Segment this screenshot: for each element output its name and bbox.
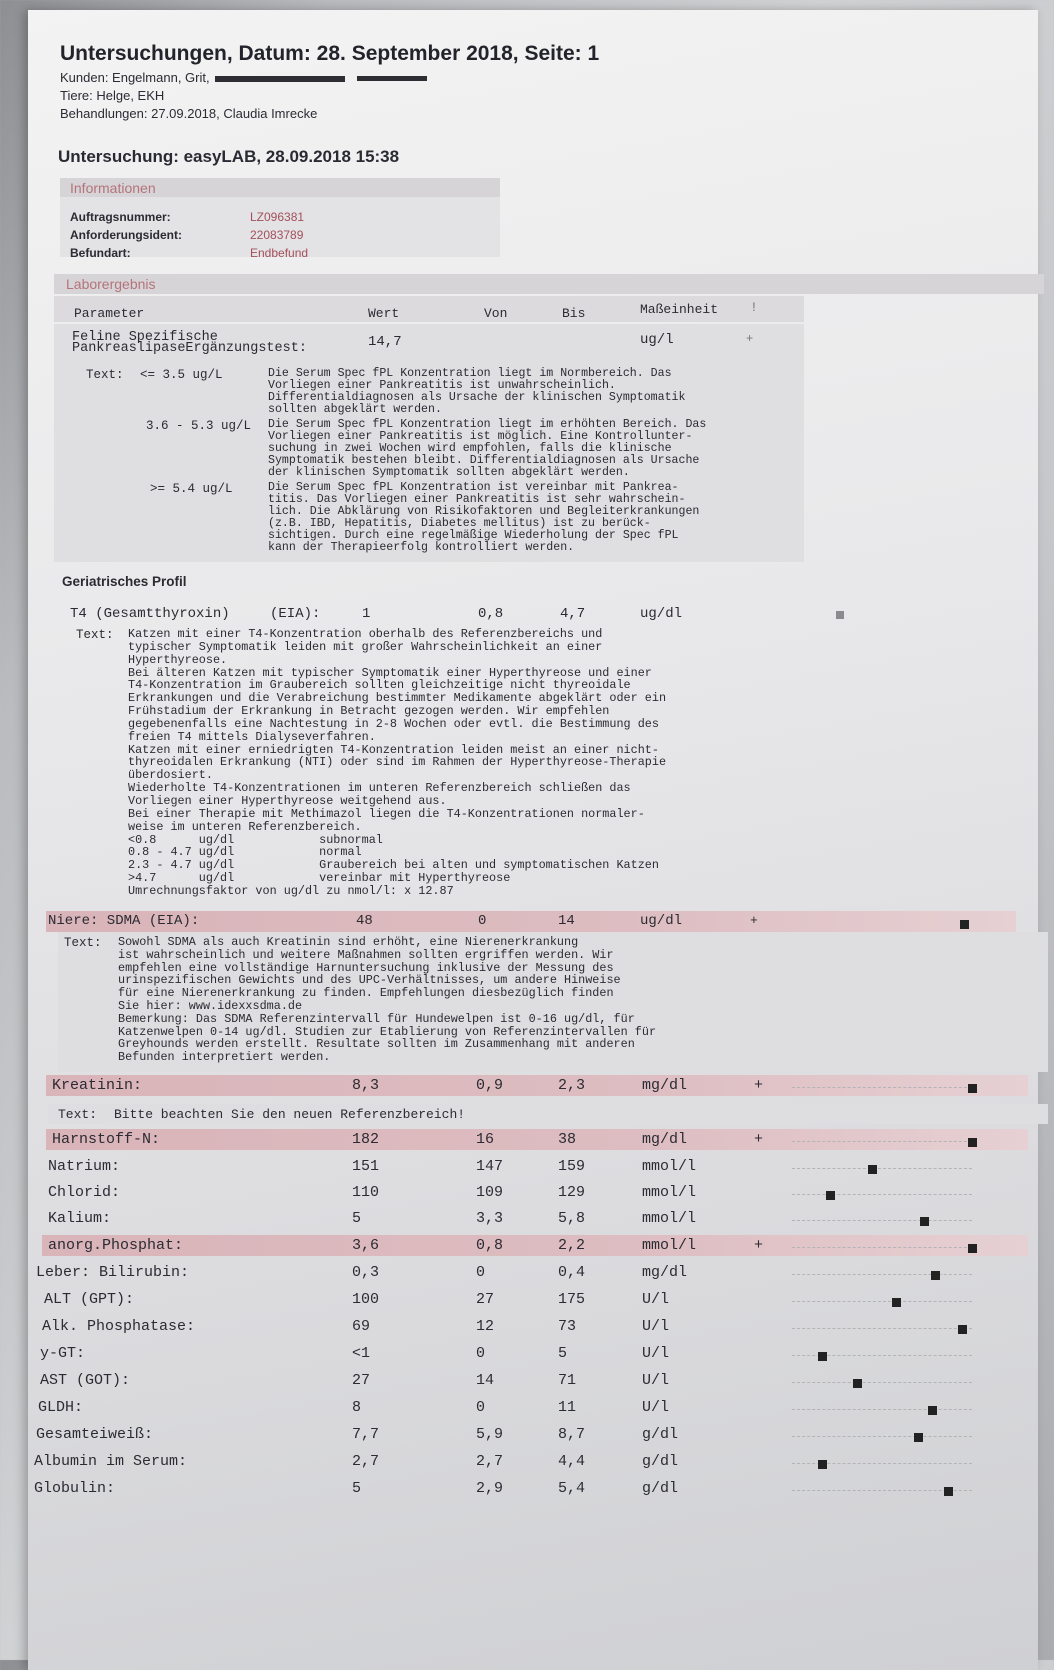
range-marker <box>818 1460 827 1469</box>
range-track <box>792 1141 972 1142</box>
cell-param: Gesamteiweiß: <box>36 1426 154 1443</box>
range-marker <box>968 1244 977 1253</box>
t4-value: 1 <box>362 606 371 622</box>
cell-unit: g/dl <box>642 1426 679 1443</box>
header-unit: Maßeinheit <box>640 302 719 317</box>
cell-to: 4,4 <box>558 1453 586 1470</box>
range-marker <box>944 1487 953 1496</box>
info-value: 22083789 <box>250 228 304 242</box>
sdma-value: 48 <box>356 913 373 929</box>
abnormal-row-band <box>46 1075 1028 1096</box>
t4-text-label: Text: <box>76 628 114 642</box>
cell-from: 0 <box>476 1399 486 1416</box>
cell-unit: mg/dl <box>642 1077 688 1094</box>
cell-to: 0,4 <box>558 1264 586 1281</box>
cell-unit: U/l <box>642 1318 670 1335</box>
range-track <box>792 1087 972 1088</box>
fpl-text-label: Text: <box>86 368 124 382</box>
range-track <box>792 1194 972 1195</box>
cell-flag: + <box>754 1237 764 1254</box>
animals-line: Tiere: Helge, EKH <box>60 88 165 103</box>
cell-unit: U/l <box>642 1291 670 1308</box>
cell-from: 27 <box>476 1291 495 1308</box>
cell-param: Kreatinin: <box>52 1077 143 1094</box>
cell-value: 8,3 <box>352 1077 380 1094</box>
header-parameter: Parameter <box>74 306 145 321</box>
cell-from: 12 <box>476 1318 495 1335</box>
cell-to: 38 <box>558 1131 577 1148</box>
cell-value: 182 <box>352 1131 380 1148</box>
range-track <box>792 1247 972 1248</box>
fpl-param <box>72 332 307 354</box>
cell-param: y-GT: <box>40 1345 86 1362</box>
cell-to: 73 <box>558 1318 577 1335</box>
sdma-marker <box>960 920 969 929</box>
cell-from: 16 <box>476 1131 495 1148</box>
range-marker <box>928 1406 937 1415</box>
abnormal-row-band <box>46 1129 1028 1150</box>
cell-param: AST (GOT): <box>40 1372 131 1389</box>
range-marker <box>931 1271 940 1280</box>
range-marker <box>958 1325 967 1334</box>
cell-value: 151 <box>352 1158 380 1175</box>
cell-value: 0,3 <box>352 1264 380 1281</box>
cell-unit: mg/dl <box>642 1131 688 1148</box>
fpl-range: <= 3.5 ug/L <box>140 368 223 382</box>
range-marker <box>914 1433 923 1442</box>
cell-unit: mmol/l <box>642 1158 697 1175</box>
range-track <box>792 1409 972 1410</box>
cell-flag: + <box>754 1077 764 1094</box>
t4-method: (EIA): <box>270 606 321 622</box>
cell-value: 100 <box>352 1291 380 1308</box>
fpl-range: 3.6 - 5.3 ug/L <box>146 419 252 433</box>
exam-title: Untersuchung: easyLAB, 28.09.2018 15:38 <box>58 147 400 166</box>
range-track <box>792 1436 972 1437</box>
cell-to: 71 <box>558 1372 577 1389</box>
cell-value: 27 <box>352 1372 371 1389</box>
cell-from: 5,9 <box>476 1426 504 1443</box>
info-label: Anforderungsident: <box>70 228 182 242</box>
cell-param: anorg.Phosphat: <box>48 1237 184 1254</box>
fpl-param-line1: Feline Spezifische <box>72 330 218 345</box>
cell-unit: U/l <box>642 1399 670 1416</box>
range-marker <box>968 1138 977 1147</box>
cell-value: <1 <box>352 1345 371 1362</box>
cell-from: 2,9 <box>476 1480 504 1497</box>
t4-from: 0,8 <box>478 606 504 622</box>
cell-to: 5,8 <box>558 1210 586 1227</box>
range-marker <box>826 1191 835 1200</box>
cell-param: Kalium: <box>48 1210 112 1227</box>
header-mark: ! <box>750 300 758 315</box>
range-track <box>792 1328 972 1329</box>
sdma-param: Niere: SDMA (EIA): <box>48 913 200 929</box>
fpl-range: >= 5.4 ug/L <box>150 482 233 496</box>
range-marker <box>968 1084 977 1093</box>
range-marker <box>853 1379 862 1388</box>
info-section-label: Informationen <box>70 180 156 196</box>
range-track <box>792 1274 972 1275</box>
lab-section-label: Laborergebnis <box>66 276 156 292</box>
info-value: Endbefund <box>250 246 309 260</box>
cell-value: 8 <box>352 1399 362 1416</box>
fpl-value: 14,7 <box>368 334 402 350</box>
cell-from: 147 <box>476 1158 504 1175</box>
cell-to: 5,4 <box>558 1480 586 1497</box>
cell-to: 2,2 <box>558 1237 586 1254</box>
cell-value: 3,6 <box>352 1237 380 1254</box>
cell-from: 0,8 <box>476 1237 504 1254</box>
t4-unit: ug/dl <box>640 606 683 622</box>
fpl-flag: + <box>746 332 754 346</box>
cell-value: 5 <box>352 1480 362 1497</box>
info-value: LZ096381 <box>250 210 305 224</box>
cell-value: 5 <box>352 1210 362 1227</box>
customer-line <box>60 70 427 85</box>
header-value: Wert <box>368 306 400 321</box>
sdma-unit: ug/dl <box>640 913 683 929</box>
sdma-to: 14 <box>558 913 575 929</box>
sdma-text-label: Text: <box>64 936 102 950</box>
cell-to: 5 <box>558 1345 568 1362</box>
cell-to: 129 <box>558 1184 586 1201</box>
cell-to: 11 <box>558 1399 577 1416</box>
range-track <box>792 1220 972 1221</box>
t4-param: T4 (Gesamtthyroxin) <box>70 606 230 622</box>
range-marker <box>892 1298 901 1307</box>
cell-unit: mmol/l <box>642 1184 697 1201</box>
cell-param: Alk. Phosphatase: <box>42 1318 196 1335</box>
lab-report-sheet <box>28 10 1038 1670</box>
info-label: Befundart: <box>70 246 131 260</box>
cell-param: Harnstoff-N: <box>52 1131 161 1148</box>
t4-text: Katzen mit einer T4-Konzentration oberhalb des Referenzbereichs und typischer Symptomatik leiden mit großer Wahrscheinlichkeit an einer Hyperthyreose. Bei älteren Katzen mit typischer Symptomatik einer Hyperthyreose und einer T4-Konzentration im Graubereich sollten gleichzeitige nicht thyreoidale Erkrankungen und die Verabreichung bestimmter Medikamente abgeklärt oder ein Frühstadium der Erkrankung in Betracht gezogen werden. Wir empfehlen gegebenenfalls eine Nachtestung in 2-8 Wochen oder evtl. die Bestimmung des freien T4 mittels Dialyseverfahren. Katzen mit einer erniedrigten T4-Konzentration leiden meist an einer nicht- thyreoidalen Erkrankung (NTI) oder sind im Rahmen der Hyperthyreose-Therapie überdosiert. Wiederholte T4-Konzentrationen im unteren Referenzbereich schließen das Vorliegen einer Hyperthyreose weitgehend aus. Bei einer Therapie mit Methimazol liegen die T4-Konzentrationen normaler- weise im unteren Referenzbereich. <0.8 ug/dl subnormal 0.8 - 4.7 ug/dl normal 2.3 - 4.7 ug/dl Graubereich bei alten und symptomatischen Katzen >4.7 ug/dl vereinbar mit Hyperthyreose Umrechnungsfaktor von ug/dl zu nmol/l: x 12.87 <box>128 627 667 898</box>
cell-from: 14 <box>476 1372 495 1389</box>
range-marker <box>818 1352 827 1361</box>
info-label: Auftragsnummer: <box>70 210 171 224</box>
cell-param: Globulin: <box>34 1480 116 1497</box>
cell-param: Chlorid: <box>48 1184 121 1201</box>
fpl-text-high: Die Serum Spec fPL Konzentration ist vereinbar mit Pankrea- titis. Das Vorliegen einer Pankreatitis ist sehr wahrschein- lich. Die Abklärung von Risikofaktoren und Begleiterkrankungen (z.B. IBD, Hepatitis, Diabetes mellitus) ist zu berück- sichtigen. Durch eine regelmäßige Wiederholung der Spec fPL kann der Therapieerfolg kontrolliert werden. <box>268 481 700 555</box>
fpl-text-elevated: Die Serum Spec fPL Konzentration liegt im erhöhten Bereich. Das Vorliegen einer Pankreatitis ist möglich. Eine Kontrollunter- suchung in zwei Wochen wird empfohlen, falls die klinische Symptomatik bestehen bleibt. Differentialdiagnosen als Ursache der klinischen Symptomatik sollten abgeklärt werden. <box>268 418 707 480</box>
kreatinin-note-text: Bitte beachten Sie den neuen Referenzbereich! <box>114 1107 466 1122</box>
range-track <box>792 1301 972 1302</box>
cell-value: 69 <box>352 1318 371 1335</box>
sdma-flag: + <box>750 913 758 928</box>
cell-from: 0 <box>476 1345 486 1362</box>
treatments-line: Behandlungen: 27.09.2018, Claudia Imrecke <box>60 106 318 121</box>
cell-to: 175 <box>558 1291 586 1308</box>
cell-value: 7,7 <box>352 1426 380 1443</box>
cell-unit: g/dl <box>642 1453 679 1470</box>
fpl-unit: ug/l <box>640 332 674 348</box>
cell-param: Leber: Bilirubin: <box>36 1264 190 1281</box>
cell-to: 8,7 <box>558 1426 586 1443</box>
cell-from: 3,3 <box>476 1210 504 1227</box>
cell-value: 2,7 <box>352 1453 380 1470</box>
cell-param: GLDH: <box>38 1399 84 1416</box>
range-marker <box>920 1217 929 1226</box>
fpl-param-line2: PankreaslipaseErgänzungstest: <box>72 341 307 356</box>
cell-param: ALT (GPT): <box>44 1291 135 1308</box>
redaction-mark <box>215 76 345 82</box>
t4-to: 4,7 <box>560 606 586 622</box>
cell-unit: g/dl <box>642 1480 679 1497</box>
cell-unit: U/l <box>642 1345 670 1362</box>
header-from: Von <box>484 306 508 321</box>
geriatric-title: Geriatrisches Profil <box>62 574 187 589</box>
sdma-text: Sowohl SDMA als auch Kreatinin sind erhöht, eine Nierenerkrankung ist wahrscheinlich und weitere Maßnahmen sollten ergriffen werden. Wir empfehlen eine vollständige Harnuntersuchung inklusive der Messung des urinspezifischen Gewichts und des UPC-Verhältnisses, um andere Hinweise für eine Nierenerkrankung zu finden. Empfehlungen diesbezüglich finden Sie hier: www.idexxsdma.de Bemerkung: Das SDMA Referenzintervall für Hundewelpen ist 0-16 ug/dl, für Katzenwelpen 0-14 ug/dl. Studien zur Etablierung von Referenzintervallen für Greyhounds werden erstellt. Resultate sollten im Zusammenhang mit anderen Befunden interpretiert werden. <box>118 935 657 1065</box>
cell-to: 2,3 <box>558 1077 586 1094</box>
sdma-from: 0 <box>478 913 487 929</box>
cell-param: Natrium: <box>48 1158 121 1175</box>
lab-section-bar <box>54 274 1044 294</box>
report-title: Untersuchungen, Datum: 28. September 2018, Seite: 1 <box>60 42 600 65</box>
range-track <box>792 1382 972 1383</box>
customer-text: Kunden: Engelmann, Grit, <box>60 70 210 85</box>
cell-from: 0 <box>476 1264 486 1281</box>
t4-marker <box>836 611 844 619</box>
cell-from: 2,7 <box>476 1453 504 1470</box>
cell-param: Albumin im Serum: <box>34 1453 188 1470</box>
kreatinin-note-label: Text: <box>58 1107 98 1122</box>
redaction-mark-2 <box>357 76 427 81</box>
cell-flag: + <box>754 1131 764 1148</box>
fpl-text-normal: Die Serum Spec fPL Konzentration liegt im Normbereich. Das Vorliegen einer Pankreatitis ist unwahrscheinlich. Differentialdiagnosen als Ursache der klinischen Symptomatik sollten abgeklärt werden. <box>268 367 686 417</box>
cell-from: 0,9 <box>476 1077 504 1094</box>
cell-value: 110 <box>352 1184 380 1201</box>
cell-from: 109 <box>476 1184 504 1201</box>
cell-unit: mmol/l <box>642 1237 697 1254</box>
range-track <box>792 1168 972 1169</box>
header-to: Bis <box>562 306 586 321</box>
range-marker <box>868 1165 877 1174</box>
abnormal-row-band <box>42 1235 1028 1256</box>
cell-to: 159 <box>558 1158 586 1175</box>
cell-unit: U/l <box>642 1372 670 1389</box>
cell-unit: mg/dl <box>642 1264 688 1281</box>
cell-unit: mmol/l <box>642 1210 697 1227</box>
